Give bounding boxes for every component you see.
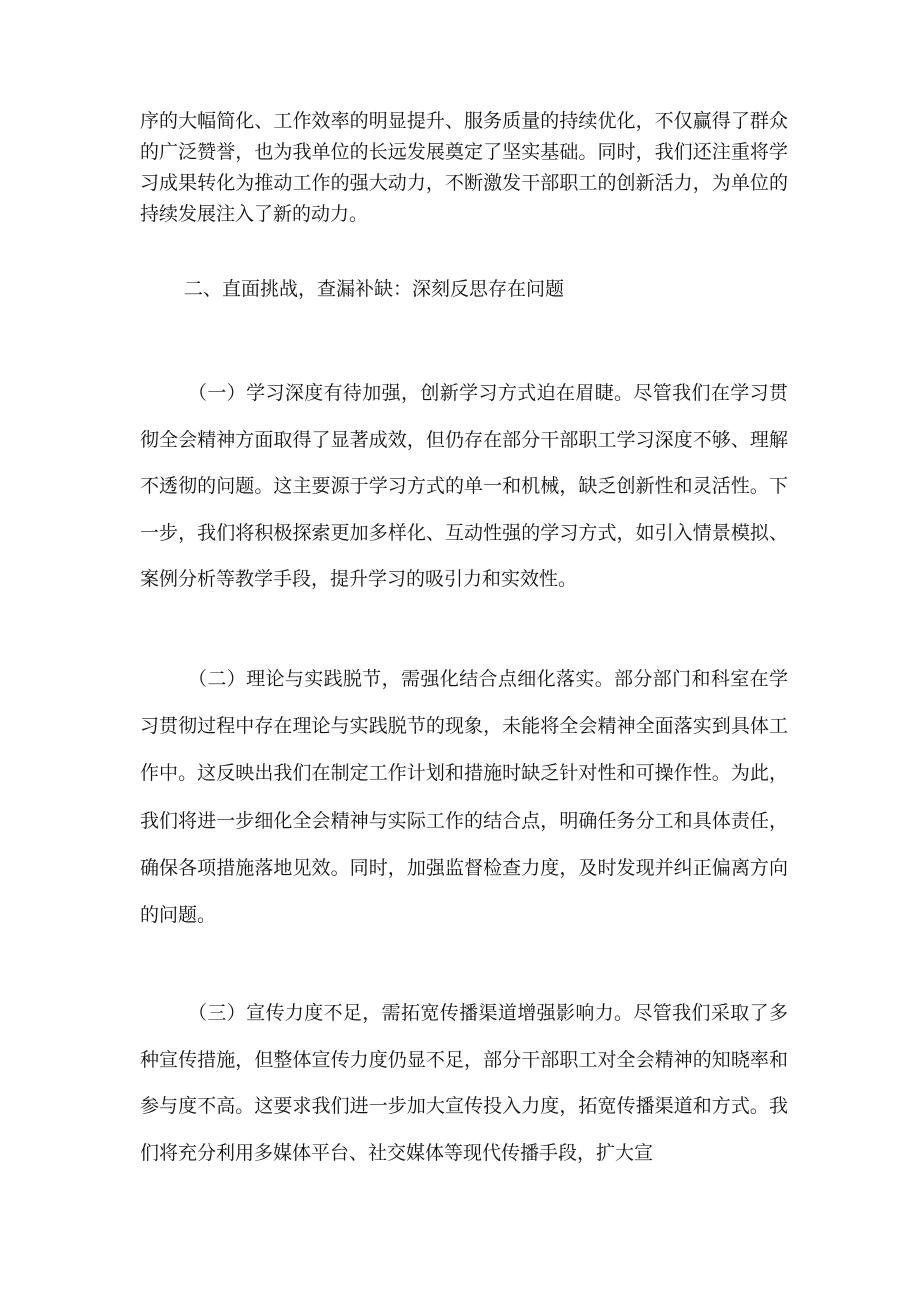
paragraph-issue-2: （二）理论与实践脱节，需强化结合点细化落实。部分部门和科室在学习贯彻过程中存在理论与实践脱节的现象，未能将全会精神全面落实到具体工作中。这反映出我们在制定工作计划和措施时缺乏针对性和可操作性。为此，我们将进一步细化全会精神与实际工作的结合点，明确任务分工和具体责任，确保各项措施落地见效。同时，加强监督检查力度，及时发现并纠正偏离方向的问题。 xyxy=(140,668,788,927)
paragraph-issue-3: （三）宣传力度不足，需拓宽传播渠道增强影响力。尽管我们采取了多种宣传措施，但整体宣传力度仍显不足，部分干部职工对全会精神的知晓率和参与度不高。这要求我们进一步加大宣传投入力度，拓宽传播渠道和方式。我们将充分利用多媒体平台、社交媒体等现代传播手段，扩大宣 xyxy=(140,1002,788,1164)
section-heading: 二、直面挑战，查漏补缺：深刻反思存在问题 xyxy=(184,278,565,300)
intro-paragraph: 序的大幅简化、工作效率的明显提升、服务质量的持续优化，不仅赢得了群众的广泛赞誉，也为我单位的长远发展奠定了坚实基础。同时，我们还注重将学习成果转化为推动工作的强大动力，不断激发干部职工的创新活力，为单位的持续发展注入了新的动力。 xyxy=(140,110,788,225)
paragraph-issue-1: （一）学习深度有待加强，创新学习方式迫在眉睫。尽管我们在学习贯彻全会精神方面取得了显著成效，但仍存在部分干部职工学习深度不够、理解不透彻的问题。这主要源于学习方式的单一和机械，缺乏创新性和灵活性。下一步，我们将积极探索更加多样化、互动性强的学习方式，如引入情景模拟、案例分析等教学手段，提升学习的吸引力和实效性。 xyxy=(140,382,788,590)
